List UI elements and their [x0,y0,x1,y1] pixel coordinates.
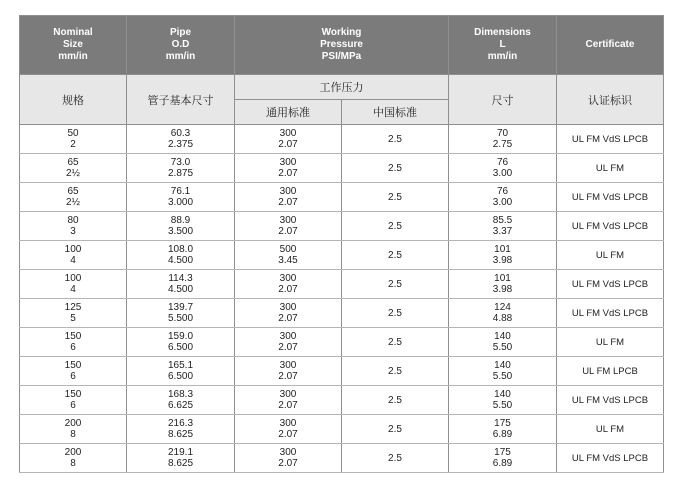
cell-nominal-size [20,415,127,444]
pressure-psi: 300 [279,389,297,400]
cell-dimensions [449,386,557,415]
pressure-psi: 300 [279,447,297,458]
header-dimensions: Dimensions L mm/in [449,16,557,75]
cell-certificate: UL FM [557,241,664,270]
cell-dimensions [449,357,557,386]
cell-dimensions [449,125,557,154]
nominal-mm: 200 [64,447,82,458]
table-row [20,357,664,386]
cell-pipe-od [127,270,235,299]
od-mm: 108.0 [167,244,194,255]
cell-nominal-size [20,328,127,357]
nominal-in: 5 [70,313,76,324]
table-row [20,386,664,415]
nominal-mm: 100 [64,244,82,255]
od-in: 4.500 [167,284,194,295]
cell-nominal-size [20,386,127,415]
cell-pipe-od [127,415,235,444]
od-mm: 159.0 [167,331,194,342]
cell-dimensions [449,212,557,241]
cell-certificate: UL FM LPCB [557,357,664,386]
cell-certificate: UL FM VdS LPCB [557,270,664,299]
pressure-mpa: 2.07 [278,371,298,382]
header-working-pressure-cn: 工作压力 [235,75,449,100]
length-mm: 85.5 [492,215,513,226]
header-spec-cn: 规格 [20,75,127,125]
cell-dimensions [449,415,557,444]
od-mm: 60.3 [170,128,191,139]
pressure-mpa: 2.07 [278,313,298,324]
nominal-in: 6 [70,342,76,353]
od-mm: 88.9 [170,215,191,226]
length-mm: 175 [494,418,511,429]
cell-pipe-od [127,183,235,212]
cell-china-pressure: 2.5 [342,415,449,444]
cell-china-pressure: 2.5 [342,270,449,299]
cell-general-pressure [235,270,342,299]
cell-china-pressure: 2.5 [342,386,449,415]
length-in: 5.50 [492,371,513,382]
cell-certificate: UL FM VdS LPCB [557,125,664,154]
od-mm: 219.1 [167,447,194,458]
od-in: 3.500 [167,226,194,237]
table-row [20,299,664,328]
length-mm: 140 [494,360,511,371]
pressure-mpa: 3.45 [278,255,298,266]
length-mm: 101 [494,244,511,255]
pressure-mpa: 2.07 [278,458,298,469]
cell-dimensions [449,299,557,328]
nominal-in: 8 [70,429,76,440]
nominal-mm: 50 [67,128,79,139]
cell-pipe-od [127,212,235,241]
od-in: 4.500 [167,255,194,266]
cell-general-pressure [235,125,342,154]
cell-pipe-od [127,241,235,270]
cell-general-pressure [235,183,342,212]
nominal-in: 8 [70,458,76,469]
length-mm: 140 [494,331,511,342]
length-in: 6.89 [492,429,513,440]
nominal-in: 6 [70,371,76,382]
od-mm: 73.0 [170,157,191,168]
cell-certificate: UL FM VdS LPCB [557,183,664,212]
pressure-mpa: 2.07 [278,342,298,353]
cell-china-pressure: 2.5 [342,299,449,328]
length-mm: 76 [496,157,509,168]
od-in: 8.625 [167,458,194,469]
spec-table [19,15,664,473]
od-in: 6.500 [167,371,194,382]
length-in: 5.50 [492,342,513,353]
cell-pipe-od [127,328,235,357]
cell-china-pressure: 2.5 [342,154,449,183]
nominal-mm: 150 [64,331,82,342]
cell-pipe-od [127,299,235,328]
cell-pipe-od [127,444,235,473]
cell-general-pressure [235,357,342,386]
length-in: 4.88 [492,313,513,324]
table-row [20,328,664,357]
pressure-psi: 300 [279,302,297,313]
cell-nominal-size [20,212,127,241]
header-cert-mark-cn: 认证标识 [557,75,664,125]
pressure-psi: 300 [279,128,297,139]
nominal-mm: 150 [64,389,82,400]
cell-dimensions [449,154,557,183]
length-in: 2.75 [492,139,513,150]
cell-china-pressure: 2.5 [342,444,449,473]
cell-nominal-size [20,154,127,183]
cell-general-pressure [235,328,342,357]
pressure-mpa: 2.07 [278,400,298,411]
length-mm: 76 [496,186,509,197]
cell-dimensions [449,183,557,212]
cell-general-pressure [235,299,342,328]
header-china-standard-cn: 中国标准 [342,100,449,125]
table-row [20,241,664,270]
cell-nominal-size [20,270,127,299]
od-mm: 139.7 [167,302,194,313]
header-row-chinese [20,75,664,100]
nominal-in: 2½ [66,197,80,208]
cell-general-pressure [235,212,342,241]
cell-general-pressure [235,241,342,270]
pressure-mpa: 2.07 [278,168,298,179]
length-in: 3.98 [492,255,513,266]
pressure-psi: 300 [279,360,297,371]
length-mm: 70 [496,128,509,139]
pressure-psi: 300 [279,157,297,168]
cell-general-pressure [235,386,342,415]
table-row [20,444,664,473]
pressure-psi: 500 [279,244,297,255]
pressure-psi: 300 [279,186,297,197]
cell-china-pressure: 2.5 [342,125,449,154]
od-in: 2.875 [167,168,194,179]
table-row [20,125,664,154]
header-size-cn: 尺寸 [449,75,557,125]
cell-nominal-size [20,125,127,154]
nominal-in: 6 [70,400,76,411]
od-mm: 216.3 [167,418,194,429]
od-mm: 76.1 [170,186,191,197]
length-mm: 140 [494,389,511,400]
spec-table-container [19,15,664,473]
nominal-in: 3 [70,226,76,237]
length-in: 6.89 [492,458,513,469]
pressure-mpa: 2.07 [278,197,298,208]
cell-china-pressure: 2.5 [342,241,449,270]
nominal-mm: 65 [67,186,79,197]
length-in: 3.98 [492,284,513,295]
cell-nominal-size [20,444,127,473]
table-row [20,183,664,212]
cell-nominal-size [20,183,127,212]
pressure-psi: 300 [279,331,297,342]
od-mm: 168.3 [167,389,194,400]
od-in: 2.375 [167,139,194,150]
cell-certificate: UL FM VdS LPCB [557,299,664,328]
header-pipe-od: Pipe O.D mm/in [127,16,235,75]
pressure-psi: 300 [279,418,297,429]
cell-nominal-size [20,299,127,328]
cell-pipe-od [127,125,235,154]
cell-dimensions [449,241,557,270]
cell-pipe-od [127,386,235,415]
od-mm: 114.3 [168,273,193,284]
pressure-psi: 300 [279,215,297,226]
cell-china-pressure: 2.5 [342,183,449,212]
length-mm: 175 [494,447,511,458]
nominal-mm: 65 [67,157,79,168]
table-row [20,270,664,299]
table-row [20,154,664,183]
header-general-standard-cn: 通用标准 [235,100,342,125]
cell-certificate: UL FM VdS LPCB [557,444,664,473]
nominal-mm: 200 [64,418,82,429]
length-in: 3.00 [492,168,513,179]
length-in: 3.00 [492,197,513,208]
cell-dimensions [449,270,557,299]
od-in: 6.500 [167,342,194,353]
cell-certificate: UL FM [557,415,664,444]
nominal-mm: 125 [64,302,82,313]
pressure-mpa: 2.07 [278,284,298,295]
pressure-mpa: 2.07 [278,226,298,237]
cell-dimensions [449,444,557,473]
cell-nominal-size [20,357,127,386]
od-in: 6.625 [167,400,194,411]
cell-certificate: UL FM VdS LPCB [557,212,664,241]
od-in: 5.500 [167,313,194,324]
od-in: 3.000 [167,197,194,208]
cell-pipe-od [127,154,235,183]
nominal-in: 4 [70,284,76,295]
cell-dimensions [449,328,557,357]
nominal-mm: 100 [64,273,82,284]
cell-china-pressure: 2.5 [342,328,449,357]
nominal-mm: 80 [67,215,79,226]
header-certificate: Certificate [557,16,664,75]
cell-china-pressure: 2.5 [342,212,449,241]
table-row [20,415,664,444]
cell-certificate: UL FM VdS LPCB [557,386,664,415]
table-row [20,212,664,241]
header-pipe-base-size-cn: 管子基本尺寸 [127,75,235,125]
length-mm: 101 [494,273,511,284]
pressure-mpa: 2.07 [278,429,298,440]
table-body [20,125,664,473]
pressure-psi: 300 [279,273,297,284]
od-mm: 165.1 [167,360,194,371]
nominal-in: 2½ [66,168,80,179]
length-in: 3.37 [492,226,513,237]
cell-certificate: UL FM [557,328,664,357]
cell-general-pressure [235,444,342,473]
header-nominal-size: Nominal Size mm/in [20,16,127,75]
od-in: 8.625 [167,429,194,440]
cell-pipe-od [127,357,235,386]
cell-general-pressure [235,154,342,183]
length-in: 5.50 [492,400,513,411]
cell-certificate: UL FM [557,154,664,183]
cell-china-pressure: 2.5 [342,357,449,386]
nominal-in: 2 [70,139,76,150]
pressure-mpa: 2.07 [278,139,298,150]
cell-general-pressure [235,415,342,444]
nominal-in: 4 [70,255,76,266]
header-row-english [20,16,664,75]
header-working-pressure: Working Pressure PSI/MPa [235,16,449,75]
length-mm: 124 [494,302,511,313]
cell-nominal-size [20,241,127,270]
nominal-mm: 150 [64,360,82,371]
